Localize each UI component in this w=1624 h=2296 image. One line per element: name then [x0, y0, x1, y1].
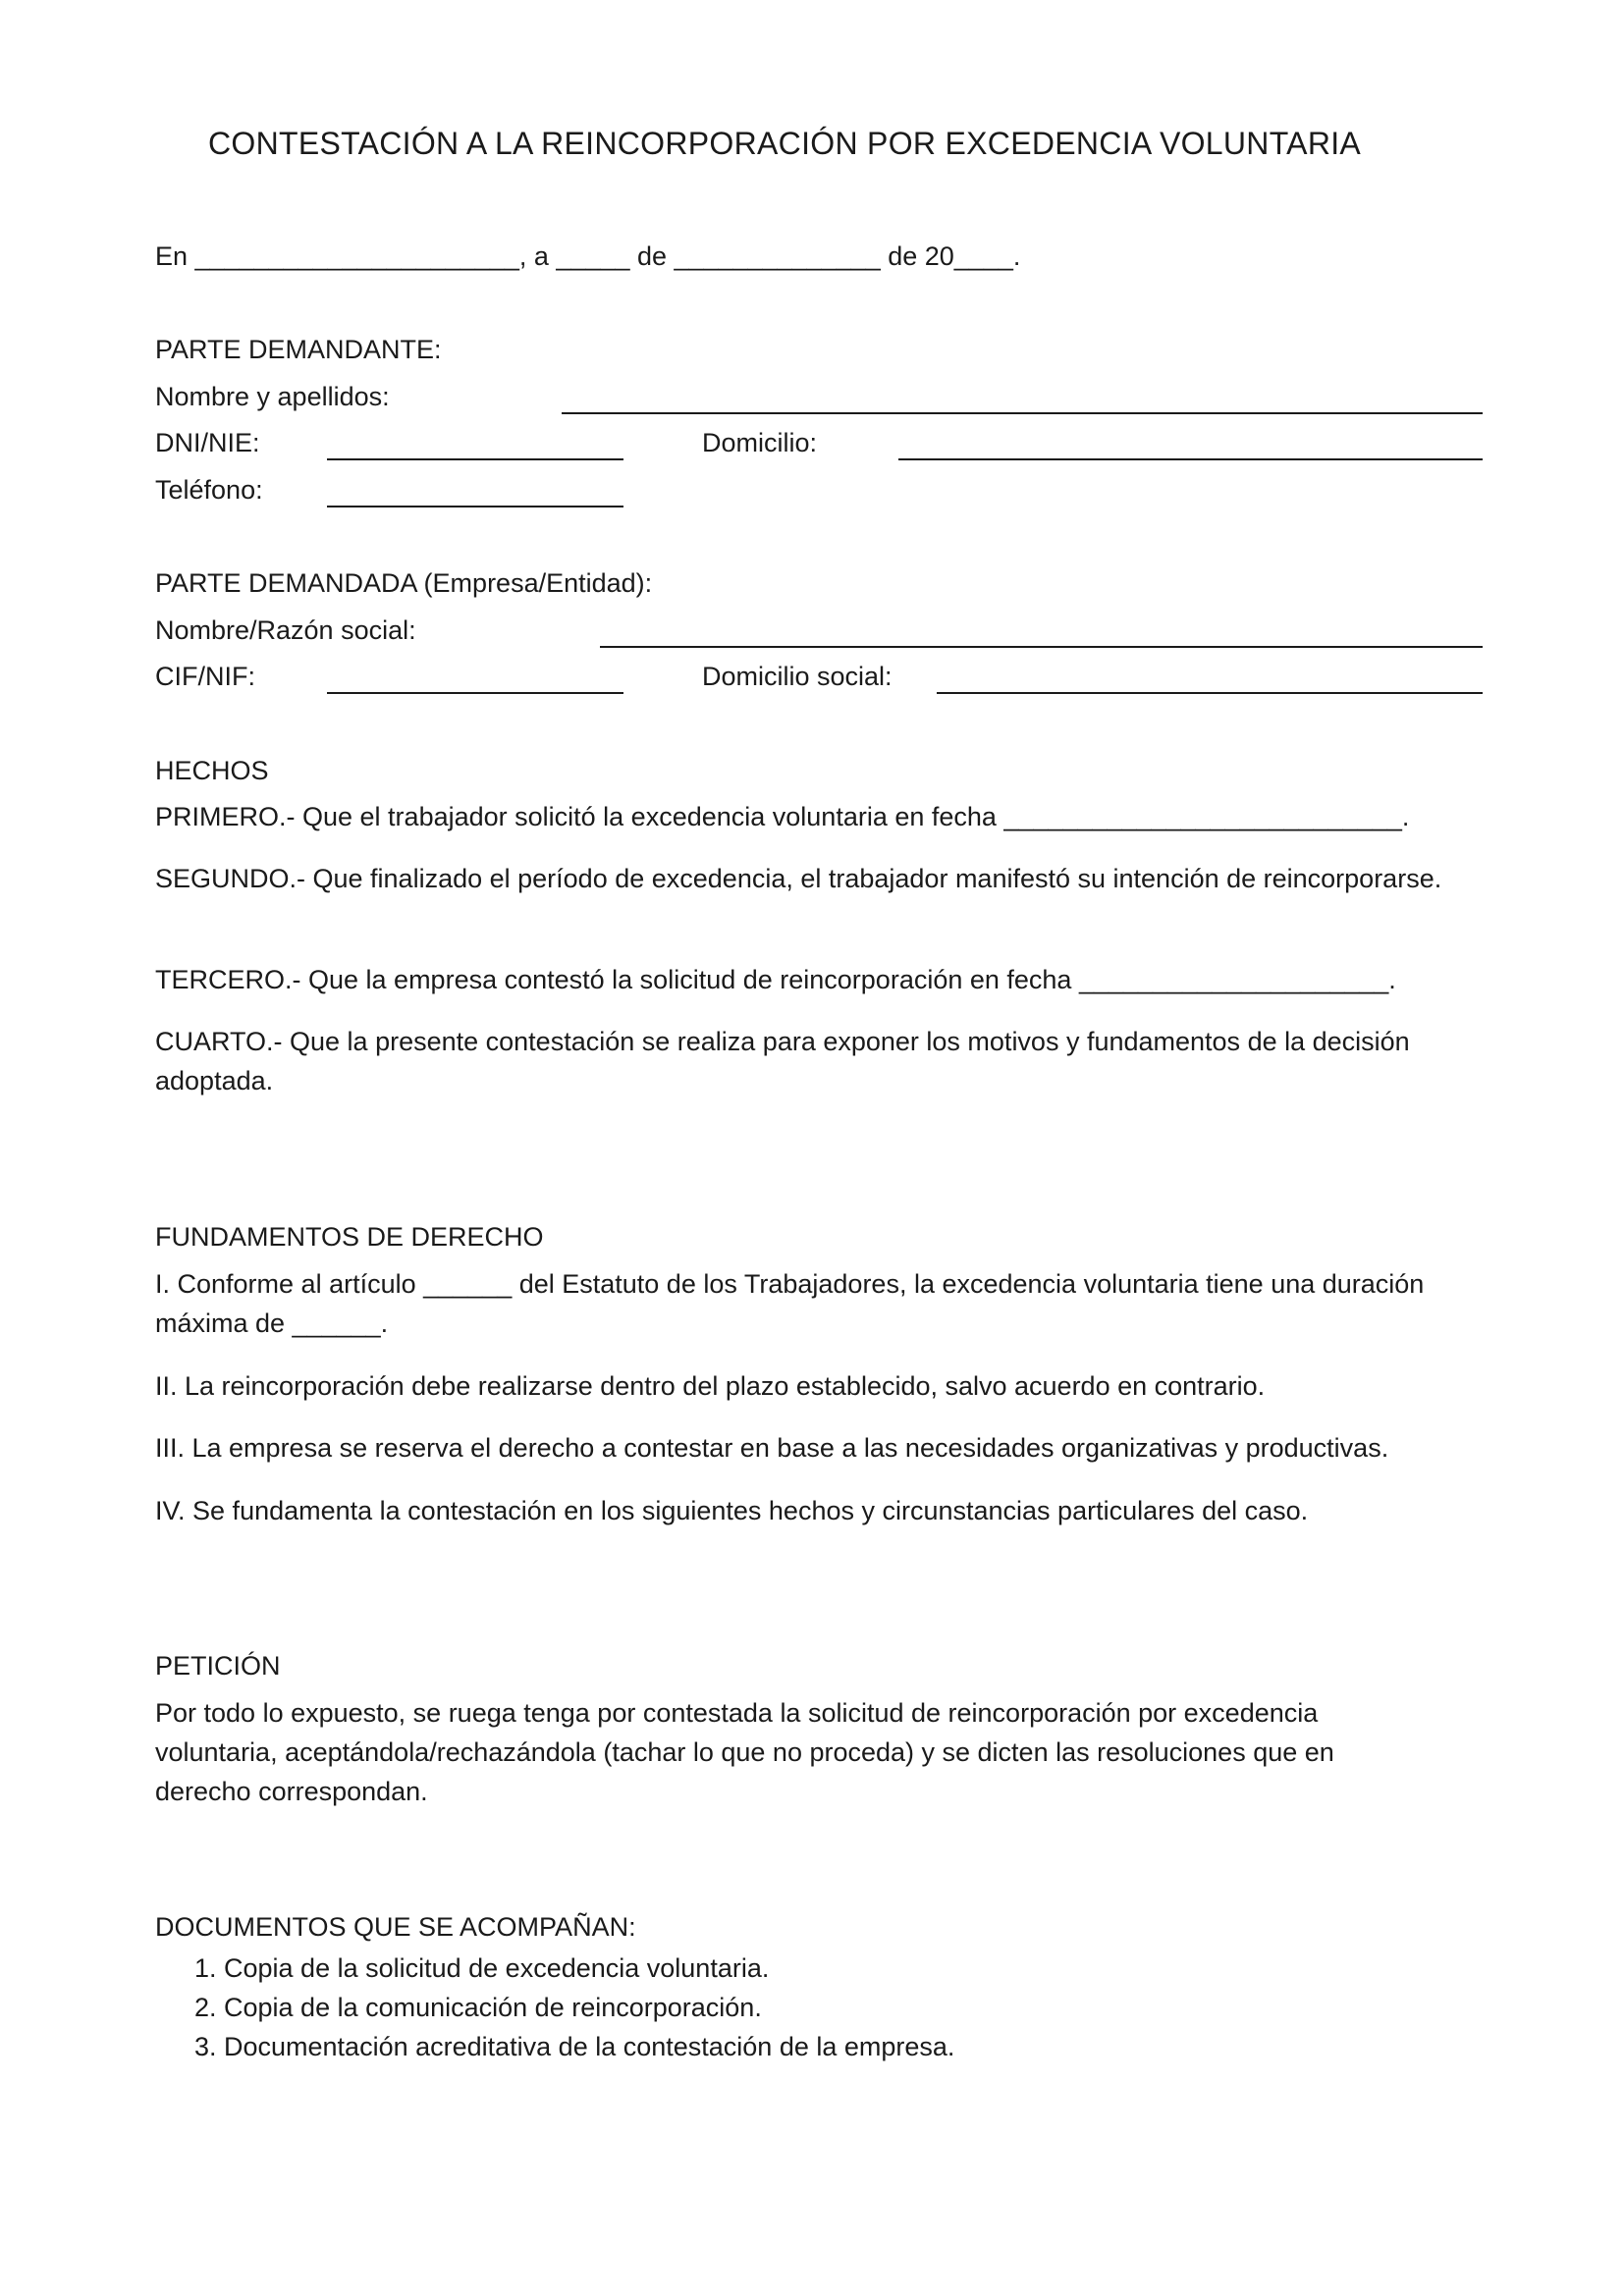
documento-item: 2. Copia de la comunicación de reincorporación.: [224, 1988, 954, 2027]
fundamento-iii: III. La empresa se reserva el derecho a contestar en base a las necesidades organizativas y productivas.: [155, 1433, 1389, 1463]
documentos-list: [155, 1949, 954, 2066]
cif-field[interactable]: [327, 692, 623, 694]
domicilio-field[interactable]: [898, 458, 1483, 460]
demandante-heading: PARTE DEMANDANTE:: [155, 335, 442, 364]
razon-social-label: Nombre/Razón social:: [155, 615, 416, 645]
date-line: En ______________________, a _____ de ______________ de 20____.: [155, 241, 1021, 271]
demandada-heading: PARTE DEMANDADA (Empresa/Entidad):: [155, 568, 653, 598]
fundamento-i: I. Conforme al artículo ______ del Estatuto de los Trabajadores, la excedencia voluntaria tiene una duración máxima de ______.: [155, 1269, 1425, 1338]
fundamento-iv: IV. Se fundamenta la contestación en los siguientes hechos y circunstancias particulares del caso.: [155, 1496, 1309, 1525]
documento-item: 1. Copia de la solicitud de excedencia voluntaria.: [224, 1949, 954, 1988]
razon-social-field[interactable]: [600, 646, 1483, 648]
dni-label: DNI/NIE:: [155, 428, 260, 457]
telefono-label: Teléfono:: [155, 475, 263, 505]
hecho-segundo: SEGUNDO.- Que finalizado el período de excedencia, el trabajador manifestó su intención de reincorporarse.: [155, 864, 1442, 893]
domicilio-label: Domicilio:: [702, 428, 818, 457]
telefono-field[interactable]: [327, 506, 623, 507]
hecho-cuarto: CUARTO.- Que la presente contestación se realiza para exponer los motivos y fundamentos de la decisión adoptada.: [155, 1027, 1410, 1095]
fundamentos-heading: FUNDAMENTOS DE DERECHO: [155, 1222, 544, 1252]
nombre-apellidos-field[interactable]: [562, 412, 1483, 414]
peticion-text: Por todo lo expuesto, se ruega tenga por contestada la solicitud de reincorporación por excedencia voluntaria, aceptándola/rechazándola (tachar lo que no proceda) y se dicten las resoluciones que en derecho correspondan.: [155, 1698, 1334, 1806]
cif-label: CIF/NIF:: [155, 662, 255, 691]
peticion-heading: PETICIÓN: [155, 1651, 281, 1681]
nombre-apellidos-label: Nombre y apellidos:: [155, 382, 390, 411]
document-title: CONTESTACIÓN A LA REINCORPORACIÓN POR EXCEDENCIA VOLUNTARIA: [208, 126, 1362, 161]
fundamento-ii: II. La reincorporación debe realizarse dentro del plazo establecido, salvo acuerdo en contrario.: [155, 1371, 1266, 1401]
hechos-heading: HECHOS: [155, 756, 269, 785]
domicilio-social-label: Domicilio social:: [702, 662, 893, 691]
hecho-primero: PRIMERO.- Que el trabajador solicitó la excedencia voluntaria en fecha ___________________________.: [155, 802, 1410, 831]
documento-item: 3. Documentación acreditativa de la contestación de la empresa.: [224, 2027, 954, 2066]
documentos-heading: DOCUMENTOS QUE SE ACOMPAÑAN:: [155, 1912, 636, 1942]
domicilio-social-field[interactable]: [937, 692, 1483, 694]
hecho-tercero: TERCERO.- Que la empresa contestó la solicitud de reincorporación en fecha _____________________.: [155, 965, 1396, 994]
dni-field[interactable]: [327, 458, 623, 460]
